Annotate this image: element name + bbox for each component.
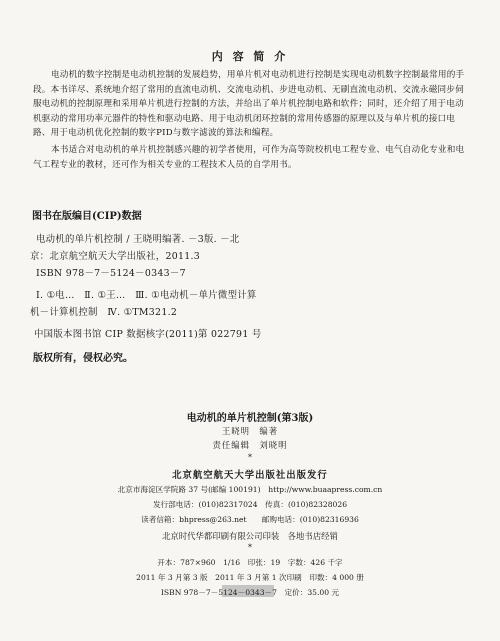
publisher-email: 读者信箱：bhpress@263.net 邮购电话：(010)82316936 [141, 515, 359, 524]
publisher-phones: 发行部电话：(010)82317024 传真：(010)82328026 [152, 500, 348, 509]
book-title: 电动机的单片机控制(第3版) [186, 413, 314, 424]
summary-paragraph-1: 电动机的数字控制是电动机控制的发展趋势，用单片机对电动机进行控制是实现电动机数字控制最常用的手段。本书详尽、系统地介绍了常用的直流电动机、交流电动机、步进电动机、无刷直流电动机、交流永磁同步伺服电动机的控制原理和采用单片机进行控制的方法，并给出了单片机控制电路和软件；同时，还介绍了用于电动机驱动的常用功率元器件的特性和驱动电路、用于电动机闭环控制的常用传感器的原理以及与单片机的接口电路、用于电动机优化控制的数字PID与数字滤波的算法和编程。 [33, 70, 465, 138]
cip-heading: 图书在版编目(CIP)数据 [32, 211, 142, 222]
cip-line-publisher: 京：北京航空航天大学出版社，2011.3 [30, 251, 201, 262]
author-line: 王晓明 编著 [221, 426, 279, 436]
cip-line-isbn: ISBN 978－7－5124－0343－7 [36, 268, 186, 279]
summary-paragraph-2: 本书适合对电动机的单片机控制感兴趣的初学者使用，可作为高等院校机电工程专业、电气自动化专业和电气工程专业的教材，还可作为相关专业的工程技术人员的自学用书。 [33, 145, 465, 170]
edition-line: 2011 年 3 月第 3 版 2011 年 3 月第 1 次印刷 印数：4 000 册 [136, 573, 364, 582]
rights-reserved: 版权所有，侵权必究。 [33, 353, 133, 364]
cip-line-classification-cont: 机－计算机控制 Ⅳ. ①TM321.2 [30, 307, 178, 318]
format-line: 开本：787×960 1/16 印张：19 字数：426 千字 [157, 558, 343, 567]
cip-line-title: 电动机的单片机控制 / 王晓明编著. －3版. －北 [36, 234, 240, 245]
isbn-price-line: ISBN 978－7－5124－0343－7 定价：35.00 元 [160, 588, 340, 597]
separator-star-2: * [248, 543, 252, 552]
cip-line-record-number: 中国版本图书馆 CIP 数据核字(2011)第 022791 号 [34, 329, 262, 340]
editor-line: 责任编辑 刘晓明 [212, 440, 288, 450]
content-summary-title: 内 容 简 介 [211, 50, 289, 63]
publisher-address: 北京市海淀区学院路 37 号(邮编 100191) http://www.buaapress.com.cn [117, 485, 383, 494]
separator-star: * [248, 453, 252, 462]
publisher-line: 北京航空航天大学出版社出版发行 [172, 470, 328, 481]
printer-line: 北京时代华都印刷有限公司印装 各地书店经销 [162, 531, 338, 541]
cip-line-classification: Ⅰ. ①电… Ⅱ. ①王… Ⅲ. ①电动机－单片微型计算 [36, 290, 257, 301]
